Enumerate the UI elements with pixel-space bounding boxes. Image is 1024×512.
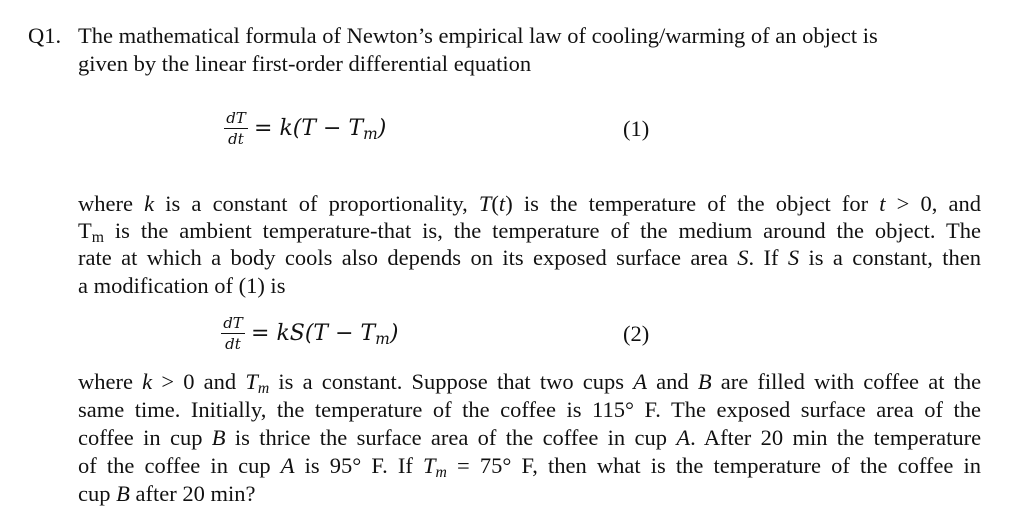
para3-line-1: where k > 0 and $T_m$ is a constant. Suppose that two cups A and B are filled with coffee at the: [78, 369, 982, 397]
intro-line-2: given by the linear first-order differential equation: [78, 51, 532, 76]
intro-line-1: The mathematical formula of Newton’s empirical law of cooling/warming of an object is: [78, 23, 878, 48]
equation-2-fraction: [221, 315, 245, 352]
equation-1-numerator: dT: [226, 109, 246, 127]
equation-1-fraction-bar: [224, 128, 248, 129]
question-label: Q1.: [28, 23, 62, 48]
para3-line-4: of the coffee in cup A is 95° F. If $T_m = 75^\circ$ F, then what is the temperature of the coffee in: [78, 453, 982, 481]
equation-1-equals: =: [254, 116, 273, 141]
para3-line-3: coffee in cup B is thrice the surface area of the coffee in cup A. After 20 min the temperature: [78, 425, 982, 450]
para2-line-3: rate at which a body cools also depends on its exposed surface area S. If S is a constant, then: [78, 245, 982, 270]
equation-2-numerator: dT: [223, 314, 243, 332]
equation-2-denominator: dt: [225, 335, 241, 353]
equation-2-rhs: [251, 321, 398, 346]
equation-2-equals: =: [251, 321, 270, 346]
equation-2-fraction-bar: [221, 333, 245, 334]
equation-2-subscript: m: [375, 329, 390, 348]
equation-1-close: ): [377, 116, 387, 141]
para2-line-2: $T_m$ is the ambient temperature-that is, the temperature of the medium around the object. The: [78, 218, 981, 246]
equation-2-expression: kS(T − T: [276, 321, 376, 346]
para3-line-5: cup B after 20 min?: [78, 481, 256, 506]
equation-2-number: (2): [623, 321, 650, 346]
equation-1-fraction: [224, 110, 248, 147]
equation-1-subscript: m: [363, 124, 378, 143]
equation-2-close: ): [389, 321, 399, 346]
equation-1-number: (1): [623, 116, 650, 141]
equation-1-rhs: [254, 116, 386, 141]
equation-1-denominator: dt: [228, 130, 244, 148]
para3-line-2: same time. Initially, the temperature of the coffee is 115° F. The exposed surface area of the: [78, 397, 981, 422]
para2-line-4: a modification of (1) is: [78, 273, 286, 298]
equation-1-expression: k(T − T: [279, 116, 364, 141]
para2-line-1: where k is a constant of proportionality, T(t) is the temperature of the object for t > 0, and: [78, 191, 982, 216]
